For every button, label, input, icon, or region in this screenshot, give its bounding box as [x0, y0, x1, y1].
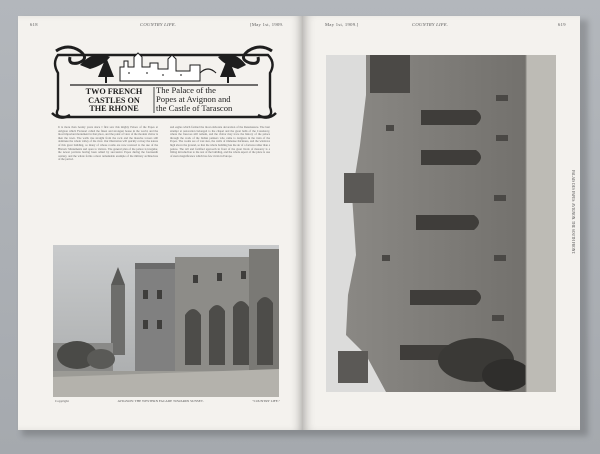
right-page-number: 619 [558, 22, 566, 27]
left-date: [May 1st, 1909. [250, 22, 284, 27]
right-running-head: COUNTRY LIFE. [412, 22, 449, 27]
photo-caption-source: "COUNTRY LIFE." [252, 399, 280, 403]
left-running-head: COUNTRY LIFE. [140, 22, 177, 27]
svg-text:PALAIS DES PAPES: AVIGNON. THE: PALAIS DES PAPES: AVIGNON. THE SOUTH FRONT. [571, 170, 575, 255]
article-title: TWO FRENCH CASTLES ON THE RHONE [85, 87, 143, 114]
photo-caption-row [55, 399, 280, 403]
side-caption [568, 150, 574, 350]
article-subtitle: The Palace of the Popes at Avignon and the Castle of Tarascon [156, 85, 233, 113]
palace-south-front-photograph [326, 55, 556, 392]
photo-caption: AVIGNON: THE WESTERN FACADE TOWARDS SUNSET. [117, 399, 204, 403]
body-text-column-1: It is more than twenty years since I first saw this mighty Palace of the Popes at Avignon which Froissart called the finest and strongest house in the world, and the most important monument in that place, and the point of view of the modern visitor is then the town. The walls rise straight from the rock and the massive towers still dominate the whole valley of the river. Our illustration will quickly convey the nature of this great building, so many of whose rooms are now restored to the use of the Historic Monuments and open to visitors. The general plan of the palace is irregular, the newer portions having been added by successive Popes during the fourteenth century, and the whole forms a most remarkable example of the military architecture of the period. [58, 125, 158, 162]
avignon-palace-photograph [53, 245, 279, 397]
photo-credit: Copyright [55, 399, 69, 403]
body-text-column-2: and eagles which formed the most elaborate decoration of the Renaissance. The best attempt at restoration belonged to the chapel and the great halls of the Consistory, where the frescoes still remain, and the visitor may trace the history of the palace through the work of the Italian painters who came to Avignon in the train of the Popes. The rooms are of vast size, the walls of immense thickness, and the windows high above the ground, so that the whole building has the air of a fortress rather than a palace. The tall and fortified approach in front of the great block of masonry is a fitting introduction to the rest of the building, and the whole aspect of the place is one of stern magnificence which has few rivals in Europe. [170, 125, 270, 158]
right-date: May 1st, 1909.] [325, 22, 359, 27]
left-page-number: 618 [30, 22, 38, 27]
